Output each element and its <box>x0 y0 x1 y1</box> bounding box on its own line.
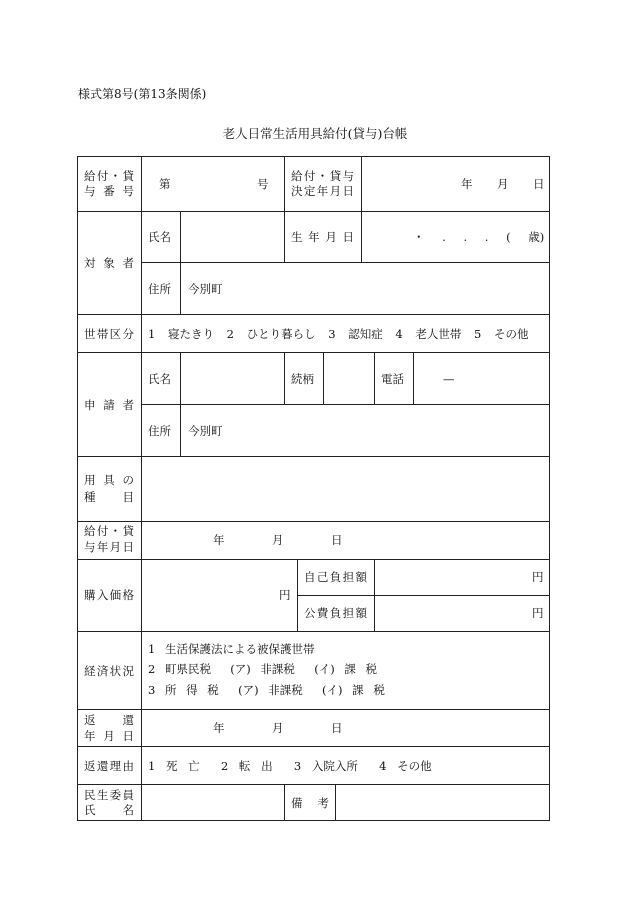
grant-date-label-2: 与年月日 <box>84 540 134 554</box>
subject-name-label: 氏名 <box>148 230 171 244</box>
applicant-name-label: 氏名 <box>148 372 171 386</box>
return-date-label: 返 還 <box>84 713 134 727</box>
return-date-label-2: 年 月 日 <box>84 729 134 743</box>
grant-number-prefix: 第 <box>159 177 171 191</box>
birth-date-value: ・ . . . ( 歳) <box>413 230 545 244</box>
grant-number-label-2: 与 番 号 <box>84 184 134 198</box>
equipment-type-label: 用 具 の <box>84 473 134 487</box>
decision-date-label: 給付・貸与 <box>291 169 354 183</box>
economic-line-1: 1 生活保護法による被保護世帯 <box>148 642 315 656</box>
household-label: 世帯区分 <box>84 327 134 341</box>
equipment-type-label-2: 種 目 <box>84 490 134 504</box>
form-number: 様式第8号(第13条関係) <box>78 87 207 101</box>
grant-year: 年 <box>213 533 225 547</box>
self-pay-unit: 円 <box>532 570 544 584</box>
economic-line-3: 3 所 得 税 (ア) 非課税 (イ) 課 税 <box>148 683 385 697</box>
grant-number-suffix: 号 <box>257 177 269 191</box>
public-pay-unit: 円 <box>532 606 544 620</box>
grant-month: 月 <box>272 533 284 547</box>
applicant-label: 申 請 者 <box>84 398 134 412</box>
decision-date-label-2: 決定年月日 <box>291 184 354 198</box>
birth-date-label: 生 年 月 日 <box>291 230 354 244</box>
economic-status-label: 経済状況 <box>84 664 134 678</box>
price-label: 購入価格 <box>84 588 134 602</box>
subject-label: 対 象 者 <box>84 256 134 270</box>
subject-address-value: 今別町 <box>188 282 223 296</box>
commissioner-label-2: 氏 名 <box>84 803 134 817</box>
table-border <box>78 157 550 821</box>
commissioner-label: 民生委員 <box>84 788 134 802</box>
phone-value: — <box>443 372 455 386</box>
subject-address-label: 住所 <box>148 282 171 296</box>
grant-number-label: 給付・貸 <box>84 169 134 183</box>
return-reason-label: 返還理由 <box>84 759 134 773</box>
decision-year: 年 <box>461 177 473 191</box>
grant-day: 日 <box>331 533 343 547</box>
phone-label: 電話 <box>381 372 404 386</box>
self-pay-label: 自己負担額 <box>304 570 367 584</box>
return-day: 日 <box>331 721 343 735</box>
remarks-label: 備 考 <box>291 796 329 810</box>
grant-date-label: 給付・貸 <box>84 524 134 538</box>
household-options: 1 寝たきり 2 ひとり暮らし 3 認知症 4 老人世帯 5 その他 <box>148 327 529 341</box>
form-title: 老人日常生活用具給付(貸与)台帳 <box>222 126 408 141</box>
price-unit: 円 <box>279 588 291 602</box>
return-month: 月 <box>272 721 284 735</box>
decision-day: 日 <box>533 177 545 191</box>
economic-line-2: 2 町県民税 (ア) 非課税 (イ) 課 税 <box>148 662 378 676</box>
public-pay-label: 公費負担額 <box>304 606 367 620</box>
applicant-address-value: 今別町 <box>188 424 223 438</box>
return-reason-options: 1 死 亡 2 転 出 3 入院入所 4 その他 <box>148 759 432 773</box>
applicant-address-label: 住所 <box>148 424 171 438</box>
decision-month: 月 <box>497 177 509 191</box>
relation-label: 続柄 <box>291 372 314 386</box>
return-year: 年 <box>213 721 225 735</box>
